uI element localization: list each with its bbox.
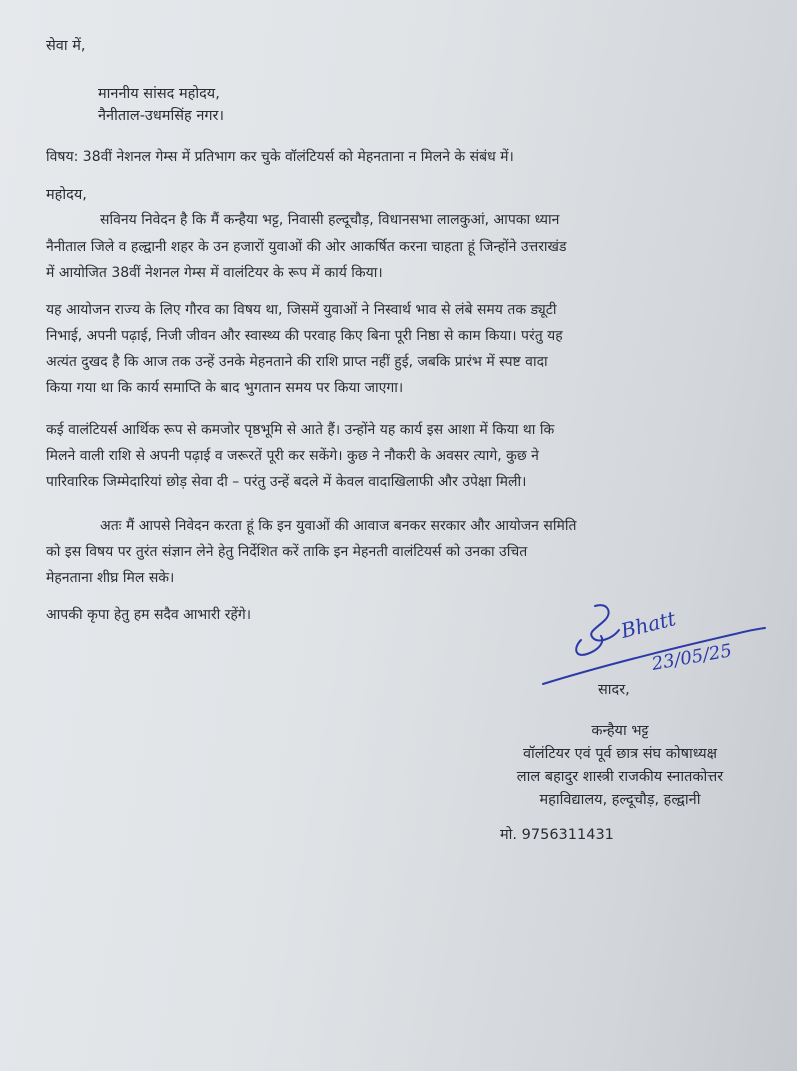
signature-stroke bbox=[591, 605, 619, 640]
para1-line-1: सविनय निवेदन है कि मैं कन्हैया भट्ट, निवासी हल्दूचौड़, विधानसभा लालकुआं, आपका ध्यान bbox=[100, 212, 560, 228]
para4-line-3: मेहनताना शीघ्र मिल सके। bbox=[46, 570, 175, 586]
sender-mobile: मो. 9756311431 bbox=[500, 827, 614, 843]
greeting: महोदय, bbox=[46, 187, 87, 203]
para3-line-2: मिलने वाली राशि से अपनी पढ़ाई व जरूरतें पूरी कर सकेंगे। कुछ ने नौकरी के अवसर त्यागे, कुछ ने bbox=[46, 448, 539, 464]
sender-designation: वॉलंटियर एवं पूर्व छात्र संघ कोषाध्यक्ष bbox=[522, 746, 718, 762]
sender-block bbox=[470, 720, 770, 812]
para4-line-2: को इस विषय पर तुरंत संज्ञान लेने हेतु निर्देशित करें ताकि इन मेहनती वालंटियर्स को उनका उचित bbox=[46, 544, 528, 560]
para1-line-3: में आयोजित 38वीं नेशनल गेम्स में वालंटियर के रूप में कार्य किया। bbox=[46, 265, 383, 281]
signature-date: 23/05/25 bbox=[650, 640, 734, 675]
handwritten-signature bbox=[535, 598, 775, 698]
para2-line-4: किया गया था कि कार्य समाप्ति के बाद भुगतान समय पर किया जाएगा। bbox=[46, 380, 404, 396]
para2-line-1: यह आयोजन राज्य के लिए गौरव का विषय था, जिसमें युवाओं ने निस्वार्थ भाव से लंबे समय तक ड्यूटी bbox=[46, 302, 557, 318]
para3-line-3: पारिवारिक जिम्मेदारियां छोड़ सेवा दी – परंतु उन्हें बदले में केवल वादाखिलाफी और उपेक्षा मिली। bbox=[46, 474, 527, 490]
para2-line-2: निभाई, अपनी पढ़ाई, निजी जीवन और स्वास्थ्य की परवाह किए बिना पूरी निष्ठा से काम किया। परंतु यह bbox=[46, 328, 563, 344]
closing-line: आपकी कृपा हेतु हम सदैव आभारी रहेंगे। bbox=[46, 607, 252, 623]
regards: सादर, bbox=[598, 682, 630, 698]
para2-line-3: अत्यंत दुखद है कि आज तक उन्हें उनके मेहनताने की राशि प्राप्त नहीं हुई, जबकि प्रारंभ में स्पष्ट वादा bbox=[46, 354, 548, 370]
sender-college-line-1: लाल बहादुर शास्त्री राजकीय स्नातकोत्तर bbox=[516, 769, 724, 785]
para4-line-1: अतः मैं आपसे निवेदन करता हूं कि इन युवाओं की आवाज बनकर सरकार और आयोजन समिति bbox=[100, 518, 577, 534]
recipient-line-2: नैनीताल-उधमसिंह नगर। bbox=[98, 108, 224, 124]
signature-loop bbox=[576, 636, 602, 655]
signature-name: Bhatt bbox=[618, 606, 679, 643]
sender-college-line-2: महाविद्यालय, हल्दूचौड़, हल्द्वानी bbox=[539, 792, 701, 808]
subject-line: विषय: 38वीं नेशनल गेम्स में प्रतिभाग कर चुके वॉलंटियर्स को मेहनताना न मिलने के संबंध में। bbox=[46, 149, 514, 165]
para1-line-2: नैनीताल जिले व हल्द्वानी शहर के उन हजारों युवाओं की ओर आकर्षित करना चाहता हूं जिन्होंने उत्तराखंड bbox=[46, 239, 567, 255]
recipient-line-1: माननीय सांसद महोदय, bbox=[98, 86, 220, 102]
salutation-to: सेवा में, bbox=[46, 38, 86, 54]
sender-name: कन्हैया भट्ट bbox=[591, 723, 649, 739]
para3-line-1: कई वालंटियर्स आर्थिक रूप से कमजोर पृष्ठभूमि से आते हैं। उन्होंने यह कार्य इस आशा में किया था कि bbox=[46, 422, 555, 438]
